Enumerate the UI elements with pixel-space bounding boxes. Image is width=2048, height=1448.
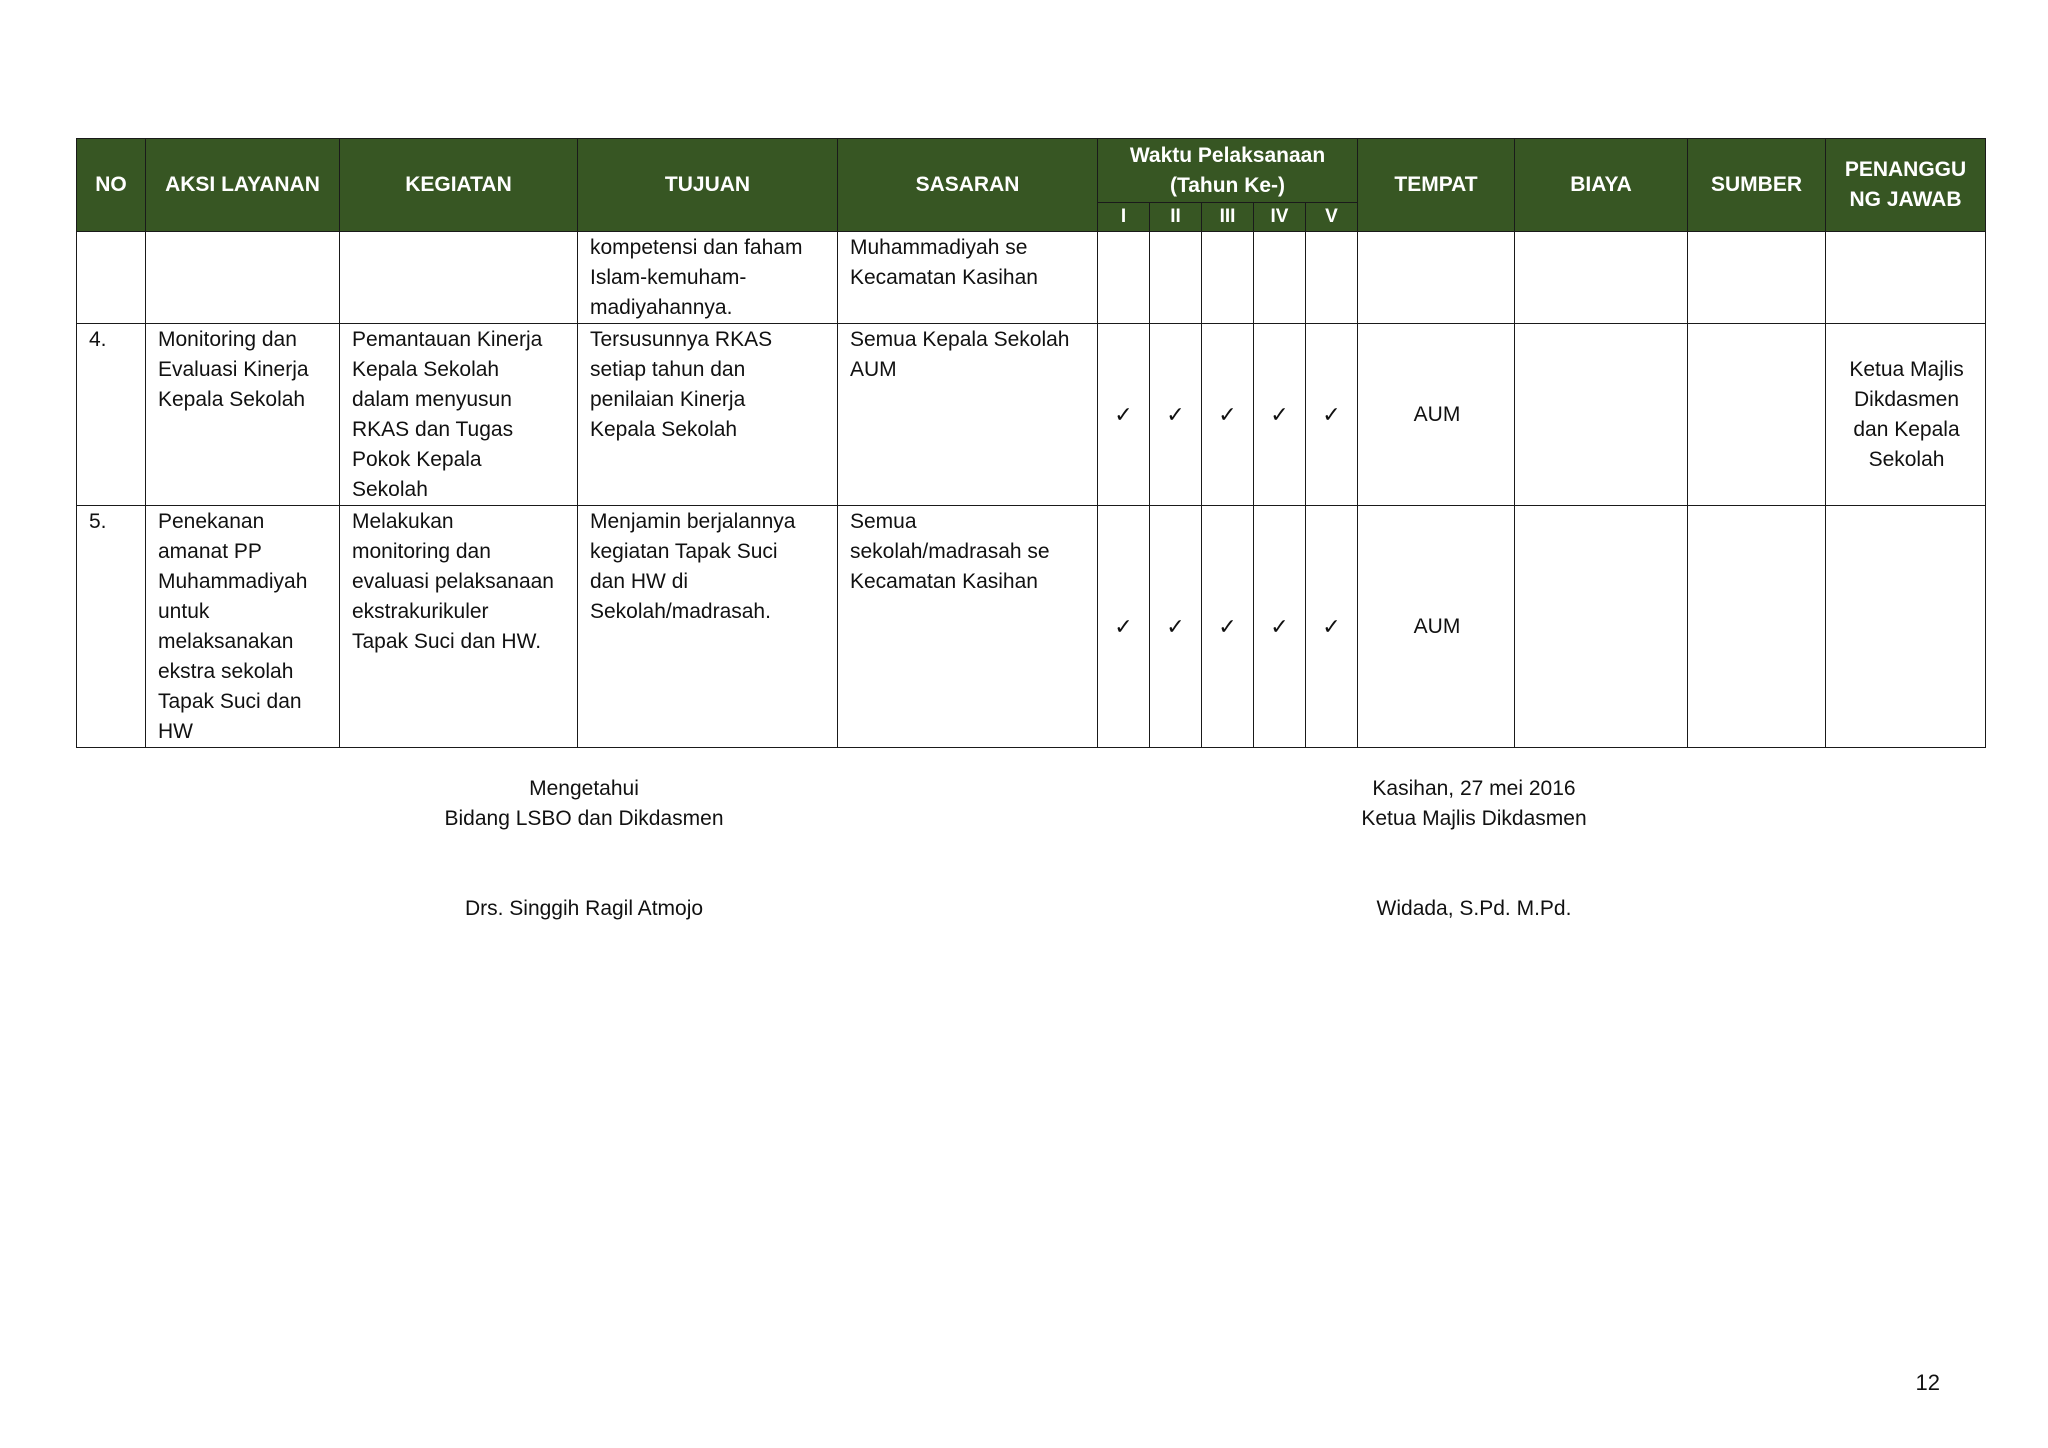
check-icon: ✓ [1254, 506, 1306, 748]
signature-right [1224, 774, 1724, 924]
cell-sumber [1688, 506, 1826, 748]
cell-biaya [1515, 324, 1688, 506]
header-biaya: BIAYA [1515, 139, 1688, 232]
cell-aksi-layanan: Penekanan amanat PP Muhammadiyah untuk melaksanakan ekstra sekolah Tapak Suci dan HW [146, 506, 340, 748]
header-penanggung-line2: NG JAWAB [1849, 188, 1962, 211]
cell-year-2 [1150, 232, 1202, 324]
cell-sumber [1688, 232, 1826, 324]
cell-kegiatan: Pemantauan Kinerja Kepala Sekolah dalam menyusun RKAS dan Tugas Pokok Kepala Sekolah [340, 324, 578, 506]
signature-left [334, 774, 834, 924]
cell-tempat: AUM [1358, 506, 1515, 748]
cell-penanggung-jawab [1826, 506, 1986, 748]
check-icon: ✓ [1306, 324, 1358, 506]
cell-biaya [1515, 506, 1688, 748]
cell-tempat [1358, 232, 1515, 324]
table-row [77, 324, 1986, 506]
cell-tujuan: Menjamin berjalannya kegiatan Tapak Suci dan HW di Sekolah/madrasah. [578, 506, 838, 748]
cell-penanggung-jawab [1826, 232, 1986, 324]
header-waktu-pelaksanaan [1098, 139, 1358, 203]
header-year-5: V [1306, 203, 1358, 232]
header-penanggung-jawab [1826, 139, 1986, 232]
check-icon: ✓ [1306, 506, 1358, 748]
signature-right-line1: Kasihan, 27 mei 2016 [1372, 777, 1576, 800]
check-icon: ✓ [1202, 324, 1254, 506]
signature-right-line2: Ketua Majlis Dikdasmen [1361, 807, 1587, 830]
header-penanggung-line1: PENANGGU [1844, 158, 1967, 181]
program-table [76, 138, 1986, 748]
cell-penanggung-jawab: Ketua Majlis Dikdasmen dan Kepala Sekolah [1826, 324, 1986, 506]
cell-year-3 [1202, 232, 1254, 324]
header-year-1: I [1098, 203, 1150, 232]
header-sasaran: SASARAN [838, 139, 1098, 232]
cell-no: 4. [77, 324, 146, 506]
cell-year-5 [1306, 232, 1358, 324]
cell-tempat: AUM [1358, 324, 1515, 506]
cell-tujuan: Tersusunnya RKAS setiap tahun dan penilaian Kinerja Kepala Sekolah [578, 324, 838, 506]
signature-left-line1: Mengetahui [529, 777, 639, 800]
cell-no: 5. [77, 506, 146, 748]
check-icon: ✓ [1150, 324, 1202, 506]
header-year-4: IV [1254, 203, 1306, 232]
header-no: NO [77, 139, 146, 232]
signature-right-name: Widada, S.Pd. M.Pd. [1376, 897, 1572, 920]
cell-biaya [1515, 232, 1688, 324]
header-waktu-line2: (Tahun Ke-) [1169, 173, 1286, 197]
header-year-3: III [1202, 203, 1254, 232]
header-kegiatan: KEGIATAN [340, 139, 578, 232]
header-year-2: II [1150, 203, 1202, 232]
header-sumber: SUMBER [1688, 139, 1826, 232]
table-header [77, 139, 1986, 232]
cell-kegiatan [340, 232, 578, 324]
header-waktu-line1: Waktu Pelaksanaan [1129, 143, 1326, 167]
check-icon: ✓ [1098, 324, 1150, 506]
cell-year-4 [1254, 232, 1306, 324]
page-number: 12 [1915, 1370, 1940, 1395]
header-tempat: TEMPAT [1358, 139, 1515, 232]
check-icon: ✓ [1098, 506, 1150, 748]
check-icon: ✓ [1150, 506, 1202, 748]
header-tujuan: TUJUAN [578, 139, 838, 232]
signature-left-name: Drs. Singgih Ragil Atmojo [464, 897, 704, 920]
cell-no [77, 232, 146, 324]
cell-sasaran: Semua Kepala Sekolah AUM [838, 324, 1098, 506]
cell-tujuan: kompetensi dan faham Islam-kemuham- madiyahannya. [578, 232, 838, 324]
table-row [77, 232, 1986, 324]
cell-aksi-layanan [146, 232, 340, 324]
cell-kegiatan: Melakukan monitoring dan evaluasi pelaksanaan ekstrakurikuler Tapak Suci dan HW. [340, 506, 578, 748]
cell-aksi-layanan: Monitoring dan Evaluasi Kinerja Kepala Sekolah [146, 324, 340, 506]
cell-sasaran: Muhammadiyah se Kecamatan Kasihan [838, 232, 1098, 324]
cell-sumber [1688, 324, 1826, 506]
check-icon: ✓ [1202, 506, 1254, 748]
check-icon: ✓ [1254, 324, 1306, 506]
signature-left-line2: Bidang LSBO dan Dikdasmen [444, 807, 724, 830]
cell-sasaran: Semua sekolah/madrasah se Kecamatan Kasihan [838, 506, 1098, 748]
cell-year-1 [1098, 232, 1150, 324]
header-aksi-layanan: AKSI LAYANAN [146, 139, 340, 232]
table-row [77, 506, 1986, 748]
